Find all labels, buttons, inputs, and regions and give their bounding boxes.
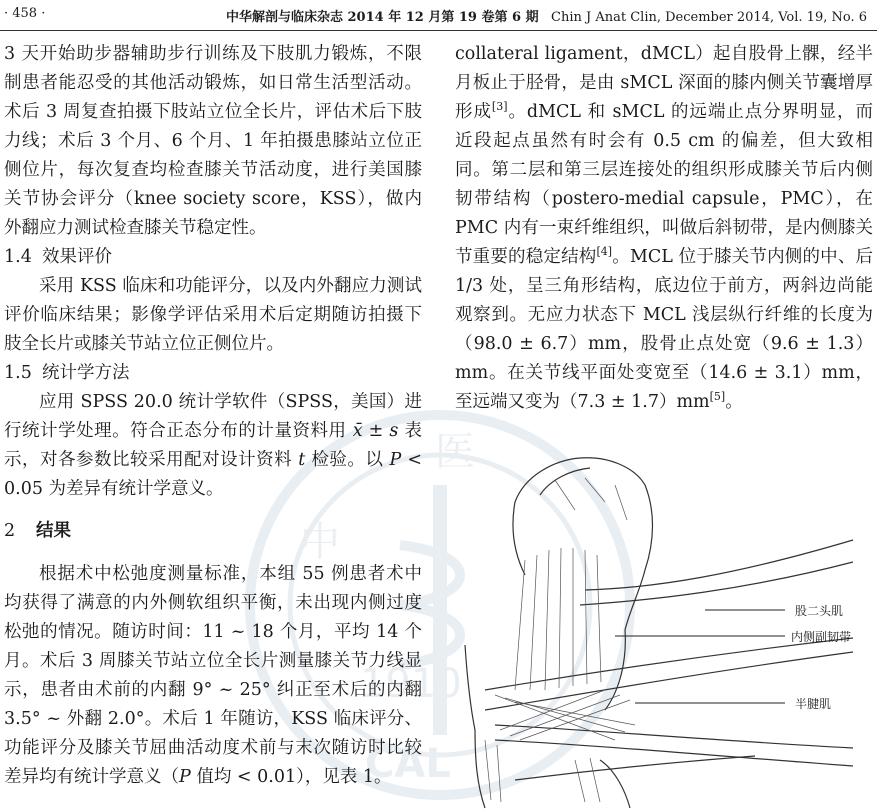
- right-column: [455, 40, 873, 417]
- section-2-heading: [4, 517, 422, 546]
- section-title: 结果: [36, 521, 71, 541]
- stats-text-b: 表示，对各参数比较采用配对设计资料: [4, 421, 422, 470]
- section-1-5-heading: [4, 359, 422, 388]
- section-number: 2: [4, 521, 16, 541]
- mcl-text-b: 。dMCL 和 sMCL 的远端止点分界明显，而近段起点虽然有时会有 0.5 cm 的偏差，但大致相同。第二层和第三层连接处的组织形成膝关节后内侧韧带结构（postero-medial capsule，PMC），在 PMC 内有一束纤维组织，叫做后斜韧带，是内侧膝关节重要的稳定结构: [455, 102, 874, 267]
- label-medial-collateral-ligament: 内侧副韧带: [791, 630, 852, 644]
- t-symbol: t: [298, 450, 306, 470]
- citation-3: [3]: [491, 100, 508, 114]
- mcl-text-a: collateral ligament，dMCL）起自股骨上髁，经半月板止于胫骨，是由 sMCL 深面的膝内侧关节囊增厚形成: [455, 44, 873, 122]
- watermark-char-1: 医: [435, 429, 475, 475]
- mcl-text-d: 。: [725, 392, 743, 412]
- section-title: 效果评价: [42, 247, 112, 267]
- watermark-year: 1910: [360, 661, 462, 707]
- stats-text-d: < 0.05 为差异有统计学意义。: [4, 450, 422, 499]
- knee-illustration: [455, 440, 873, 810]
- results-text-b: 值均 < 0.01），见表 1。: [190, 767, 392, 787]
- paragraph-rehab: 3 天开始助步器辅助步行训练及下肢肌力锻炼，不限制患者能忍受的其他活动锻炼，如日常生活型活动。术后 3 周复查拍摄下肢站立位全长片，评估术后下肢力线；术后 3 个月、6 个月、1 年拍摄患膝站立位正侧位片，每次复查均检查膝关节活动度，进行美国膝关节协会评分（knee society score，KSS），做内外翻应力测试检查膝关节稳定性。: [4, 44, 422, 238]
- watermark-char-2: 中: [300, 519, 340, 565]
- paragraph-evaluation: 采用 KSS 临床和功能评分，以及内外翻应力测试评价临床结果；影像学评估采用术后定期随访拍摄下肢全长片或膝关节站立位正侧位片。: [4, 276, 422, 354]
- p-symbol: P: [389, 450, 402, 470]
- p-symbol: P: [179, 767, 191, 787]
- running-header: [0, 0, 877, 31]
- left-column: [4, 40, 422, 792]
- label-biceps-femoris: 股二头肌: [795, 604, 844, 618]
- paragraph-mcl-anatomy: [455, 40, 873, 417]
- journal-title-en: Chin J Anat Clin, December 2014, Vol. 19, No. 6: [551, 10, 867, 25]
- results-text-a: 根据术中松弛度测量标准，本组 55 例患者术中均获得了满意的内外侧软组织平衡，未出现内侧过度松弛的情况。随访时间：11 ~ 18 个月，平均 14 个月。术后 3 周膝关节站立位全长片测量膝关节力线显示，患者由术前的内翻 9° ~ 25° 纠正至术后的内翻 3.5° ~ 外翻 2.0°。术后 1 年随访，KSS 临床评分、功能评分及膝关节屈曲活动度术前与末次随访时比较差异均有统计学意义（: [4, 564, 422, 787]
- page-number: · 458 ·: [4, 6, 46, 21]
- section-title: 统计学方法: [42, 363, 130, 383]
- watermark-letters: CAL: [365, 741, 451, 787]
- journal-running-title: [226, 6, 867, 25]
- stats-text-a: 应用 SPSS 20.0 统计学软件（SPSS，美国）进行统计学处理。符合正态分布的计量资料用: [4, 392, 422, 441]
- section-number: 1.4: [4, 247, 32, 267]
- section-number: 1.5: [4, 363, 32, 383]
- journal-title-cn: 中华解剖与临床杂志 2014 年 12 月第 19 卷第 6 期: [225, 10, 539, 25]
- knee-anatomy-figure: [455, 440, 873, 810]
- stats-text-c: 检验。以: [305, 450, 390, 470]
- citation-5: [5]: [709, 390, 726, 404]
- citation-4: [4]: [596, 245, 613, 259]
- paragraph-results: [4, 560, 422, 792]
- label-semitendinosus: 半腱肌: [795, 697, 832, 711]
- section-1-4-heading: [4, 243, 422, 272]
- paragraph-statistics: [4, 388, 422, 504]
- mcl-text-c: 。MCL 位于膝关节内侧的中、后 1/3 处，呈三角形结构，底边位于前方，两斜边尚能观察到。无应力状态下 MCL 浅层纵行纤维的长度为（98.0 ± 6.7）mm，股骨止点处宽（9.6 ± 1.3）mm。在关节线平面处变宽至（14.6 ± 3.1）mm，至远端又变为（7.3 ± 1.7）mm: [455, 247, 874, 412]
- mean-sd-formula: x̄ ± s: [352, 421, 399, 441]
